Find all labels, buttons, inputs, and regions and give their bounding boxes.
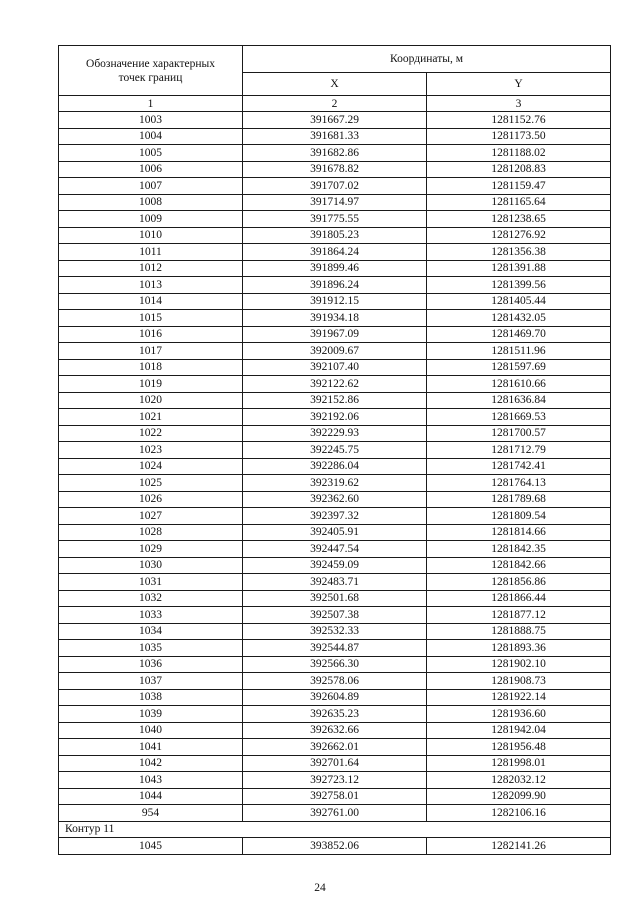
cell-x: 391678.82 xyxy=(243,161,427,178)
cell-x: 392701.64 xyxy=(243,755,427,772)
header-point-designation: Обозначение характерных точек границ xyxy=(59,46,243,96)
cell-x: 392229.93 xyxy=(243,425,427,442)
table-row xyxy=(59,161,611,178)
cell-x: 391967.09 xyxy=(243,326,427,343)
cell-y: 1281391.88 xyxy=(427,260,611,277)
cell-y: 1281238.65 xyxy=(427,211,611,228)
cell-point: 1039 xyxy=(59,706,243,723)
header-coordinates: Координаты, м xyxy=(243,46,611,73)
cell-y: 1281405.44 xyxy=(427,293,611,310)
cell-x: 392566.30 xyxy=(243,656,427,673)
cell-point: 1009 xyxy=(59,211,243,228)
cell-point: 1029 xyxy=(59,541,243,558)
table-row xyxy=(59,392,611,409)
cell-y: 1281902.10 xyxy=(427,656,611,673)
cell-x: 392532.33 xyxy=(243,623,427,640)
table-row xyxy=(59,277,611,294)
cell-y: 1281173.50 xyxy=(427,128,611,145)
table-row xyxy=(59,508,611,525)
cell-point: 1031 xyxy=(59,574,243,591)
cell-x: 391864.24 xyxy=(243,244,427,261)
cell-point: 1036 xyxy=(59,656,243,673)
cell-y: 1281152.76 xyxy=(427,112,611,129)
table-row xyxy=(59,706,611,723)
table-row xyxy=(59,244,611,261)
cell-x: 392319.62 xyxy=(243,475,427,492)
cell-point: 1027 xyxy=(59,508,243,525)
cell-point: 1028 xyxy=(59,524,243,541)
table-row xyxy=(59,590,611,607)
cell-y: 1281789.68 xyxy=(427,491,611,508)
table-row xyxy=(59,623,611,640)
cell-y: 1281956.48 xyxy=(427,739,611,756)
cell-y: 1281742.41 xyxy=(427,458,611,475)
cell-y: 1281636.84 xyxy=(427,392,611,409)
cell-y: 1281922.14 xyxy=(427,689,611,706)
contour-label: Контур 11 xyxy=(59,821,611,838)
cell-y: 1281764.13 xyxy=(427,475,611,492)
table-row xyxy=(59,227,611,244)
table-row xyxy=(59,409,611,426)
cell-y: 1281356.38 xyxy=(427,244,611,261)
table-row xyxy=(59,343,611,360)
cell-x: 392483.71 xyxy=(243,574,427,591)
table-row xyxy=(59,739,611,756)
cell-y: 1281712.79 xyxy=(427,442,611,459)
cell-y: 1281276.92 xyxy=(427,227,611,244)
cell-point: 1013 xyxy=(59,277,243,294)
cell-y: 1281856.86 xyxy=(427,574,611,591)
cell-point: 1023 xyxy=(59,442,243,459)
table-row xyxy=(59,326,611,343)
cell-y: 1281842.66 xyxy=(427,557,611,574)
table-row xyxy=(59,689,611,706)
table-row xyxy=(59,458,611,475)
cell-y: 1281469.70 xyxy=(427,326,611,343)
cell-x: 391896.24 xyxy=(243,277,427,294)
table-row xyxy=(59,376,611,393)
cell-point: 1044 xyxy=(59,788,243,805)
cell-point: 1020 xyxy=(59,392,243,409)
cell-y: 1281893.36 xyxy=(427,640,611,657)
cell-x: 392501.68 xyxy=(243,590,427,607)
cell-y: 1281511.96 xyxy=(427,343,611,360)
cell-y: 1281597.69 xyxy=(427,359,611,376)
header-x: X xyxy=(243,73,427,96)
cell-y: 1281208.83 xyxy=(427,161,611,178)
table-row xyxy=(59,788,611,805)
cell-x: 392723.12 xyxy=(243,772,427,789)
cell-y: 1281814.66 xyxy=(427,524,611,541)
table-row xyxy=(59,260,611,277)
cell-x: 392578.06 xyxy=(243,673,427,690)
cell-y: 1281998.01 xyxy=(427,755,611,772)
cell-x: 392405.91 xyxy=(243,524,427,541)
cell-x: 391775.55 xyxy=(243,211,427,228)
cell-point: 1005 xyxy=(59,145,243,162)
table-row xyxy=(59,491,611,508)
table-row xyxy=(59,607,611,624)
cell-x: 392758.01 xyxy=(243,788,427,805)
cell-x: 392122.62 xyxy=(243,376,427,393)
cell-x: 392447.54 xyxy=(243,541,427,558)
header-y: Y xyxy=(427,73,611,96)
cell-x: 392604.89 xyxy=(243,689,427,706)
cell-point: 1022 xyxy=(59,425,243,442)
table-body xyxy=(59,112,611,855)
cell-y: 1281165.64 xyxy=(427,194,611,211)
cell-x: 392009.67 xyxy=(243,343,427,360)
table-row xyxy=(59,772,611,789)
cell-x: 392635.23 xyxy=(243,706,427,723)
cell-point: 1024 xyxy=(59,458,243,475)
table-row xyxy=(59,293,611,310)
cell-x: 392362.60 xyxy=(243,491,427,508)
table-row xyxy=(59,194,611,211)
cell-y: 1281610.66 xyxy=(427,376,611,393)
cell-y: 1281432.05 xyxy=(427,310,611,327)
cell-y: 1281877.12 xyxy=(427,607,611,624)
table-row xyxy=(59,211,611,228)
cell-point: 1003 xyxy=(59,112,243,129)
table-row xyxy=(59,112,611,129)
cell-point: 1008 xyxy=(59,194,243,211)
cell-x: 391667.29 xyxy=(243,112,427,129)
cell-x: 392544.87 xyxy=(243,640,427,657)
table-row xyxy=(59,359,611,376)
cell-point: 1014 xyxy=(59,293,243,310)
cell-point: 1034 xyxy=(59,623,243,640)
table-row xyxy=(59,755,611,772)
cell-x: 392245.75 xyxy=(243,442,427,459)
cell-point: 1004 xyxy=(59,128,243,145)
cell-point: 1033 xyxy=(59,607,243,624)
column-number-3: 3 xyxy=(427,96,611,112)
table-row xyxy=(59,673,611,690)
table-row xyxy=(59,838,611,855)
cell-point: 1016 xyxy=(59,326,243,343)
table-row xyxy=(59,656,611,673)
cell-point: 954 xyxy=(59,805,243,822)
cell-x: 392107.40 xyxy=(243,359,427,376)
cell-x: 392662.01 xyxy=(243,739,427,756)
table-row xyxy=(59,128,611,145)
cell-y: 1281700.57 xyxy=(427,425,611,442)
column-number-2: 2 xyxy=(243,96,427,112)
table-row xyxy=(59,310,611,327)
cell-y: 1282099.90 xyxy=(427,788,611,805)
cell-y: 1281888.75 xyxy=(427,623,611,640)
cell-x: 392152.86 xyxy=(243,392,427,409)
table-row xyxy=(59,557,611,574)
cell-point: 1030 xyxy=(59,557,243,574)
cell-y: 1281866.44 xyxy=(427,590,611,607)
cell-point: 1042 xyxy=(59,755,243,772)
contour-row xyxy=(59,821,611,838)
cell-point: 1045 xyxy=(59,838,243,855)
table-row xyxy=(59,574,611,591)
cell-point: 1026 xyxy=(59,491,243,508)
cell-y: 1281908.73 xyxy=(427,673,611,690)
cell-point: 1011 xyxy=(59,244,243,261)
cell-point: 1025 xyxy=(59,475,243,492)
cell-y: 1281842.35 xyxy=(427,541,611,558)
cell-point: 1017 xyxy=(59,343,243,360)
cell-y: 1282106.16 xyxy=(427,805,611,822)
table-row xyxy=(59,524,611,541)
cell-y: 1281942.04 xyxy=(427,722,611,739)
column-number-1: 1 xyxy=(59,96,243,112)
cell-x: 391805.23 xyxy=(243,227,427,244)
cell-x: 391934.18 xyxy=(243,310,427,327)
cell-y: 1282141.26 xyxy=(427,838,611,855)
cell-y: 1281399.56 xyxy=(427,277,611,294)
cell-point: 1038 xyxy=(59,689,243,706)
cell-y: 1281159.47 xyxy=(427,178,611,195)
cell-point: 1043 xyxy=(59,772,243,789)
cell-point: 1015 xyxy=(59,310,243,327)
cell-x: 392459.09 xyxy=(243,557,427,574)
table-row xyxy=(59,640,611,657)
cell-point: 1040 xyxy=(59,722,243,739)
coordinates-table xyxy=(58,45,611,855)
cell-x: 391912.15 xyxy=(243,293,427,310)
cell-y: 1282032.12 xyxy=(427,772,611,789)
cell-point: 1032 xyxy=(59,590,243,607)
cell-x: 391681.33 xyxy=(243,128,427,145)
cell-x: 392192.06 xyxy=(243,409,427,426)
table-row xyxy=(59,805,611,822)
cell-y: 1281669.53 xyxy=(427,409,611,426)
cell-point: 1021 xyxy=(59,409,243,426)
cell-point: 1041 xyxy=(59,739,243,756)
cell-point: 1007 xyxy=(59,178,243,195)
table-row xyxy=(59,425,611,442)
cell-x: 391714.97 xyxy=(243,194,427,211)
cell-y: 1281188.02 xyxy=(427,145,611,162)
cell-point: 1035 xyxy=(59,640,243,657)
table-row xyxy=(59,541,611,558)
cell-x: 392632.66 xyxy=(243,722,427,739)
table-row xyxy=(59,178,611,195)
table-row xyxy=(59,722,611,739)
table-row xyxy=(59,145,611,162)
cell-x: 391682.86 xyxy=(243,145,427,162)
cell-point: 1019 xyxy=(59,376,243,393)
cell-y: 1281809.54 xyxy=(427,508,611,525)
cell-y: 1281936.60 xyxy=(427,706,611,723)
table-row xyxy=(59,442,611,459)
cell-point: 1006 xyxy=(59,161,243,178)
cell-point: 1018 xyxy=(59,359,243,376)
table-row xyxy=(59,475,611,492)
page-number: 24 xyxy=(314,882,326,894)
cell-point: 1010 xyxy=(59,227,243,244)
cell-x: 392507.38 xyxy=(243,607,427,624)
cell-x: 393852.06 xyxy=(243,838,427,855)
cell-point: 1012 xyxy=(59,260,243,277)
cell-x: 391707.02 xyxy=(243,178,427,195)
cell-x: 392761.00 xyxy=(243,805,427,822)
cell-point: 1037 xyxy=(59,673,243,690)
cell-x: 392397.32 xyxy=(243,508,427,525)
cell-x: 392286.04 xyxy=(243,458,427,475)
cell-x: 391899.46 xyxy=(243,260,427,277)
